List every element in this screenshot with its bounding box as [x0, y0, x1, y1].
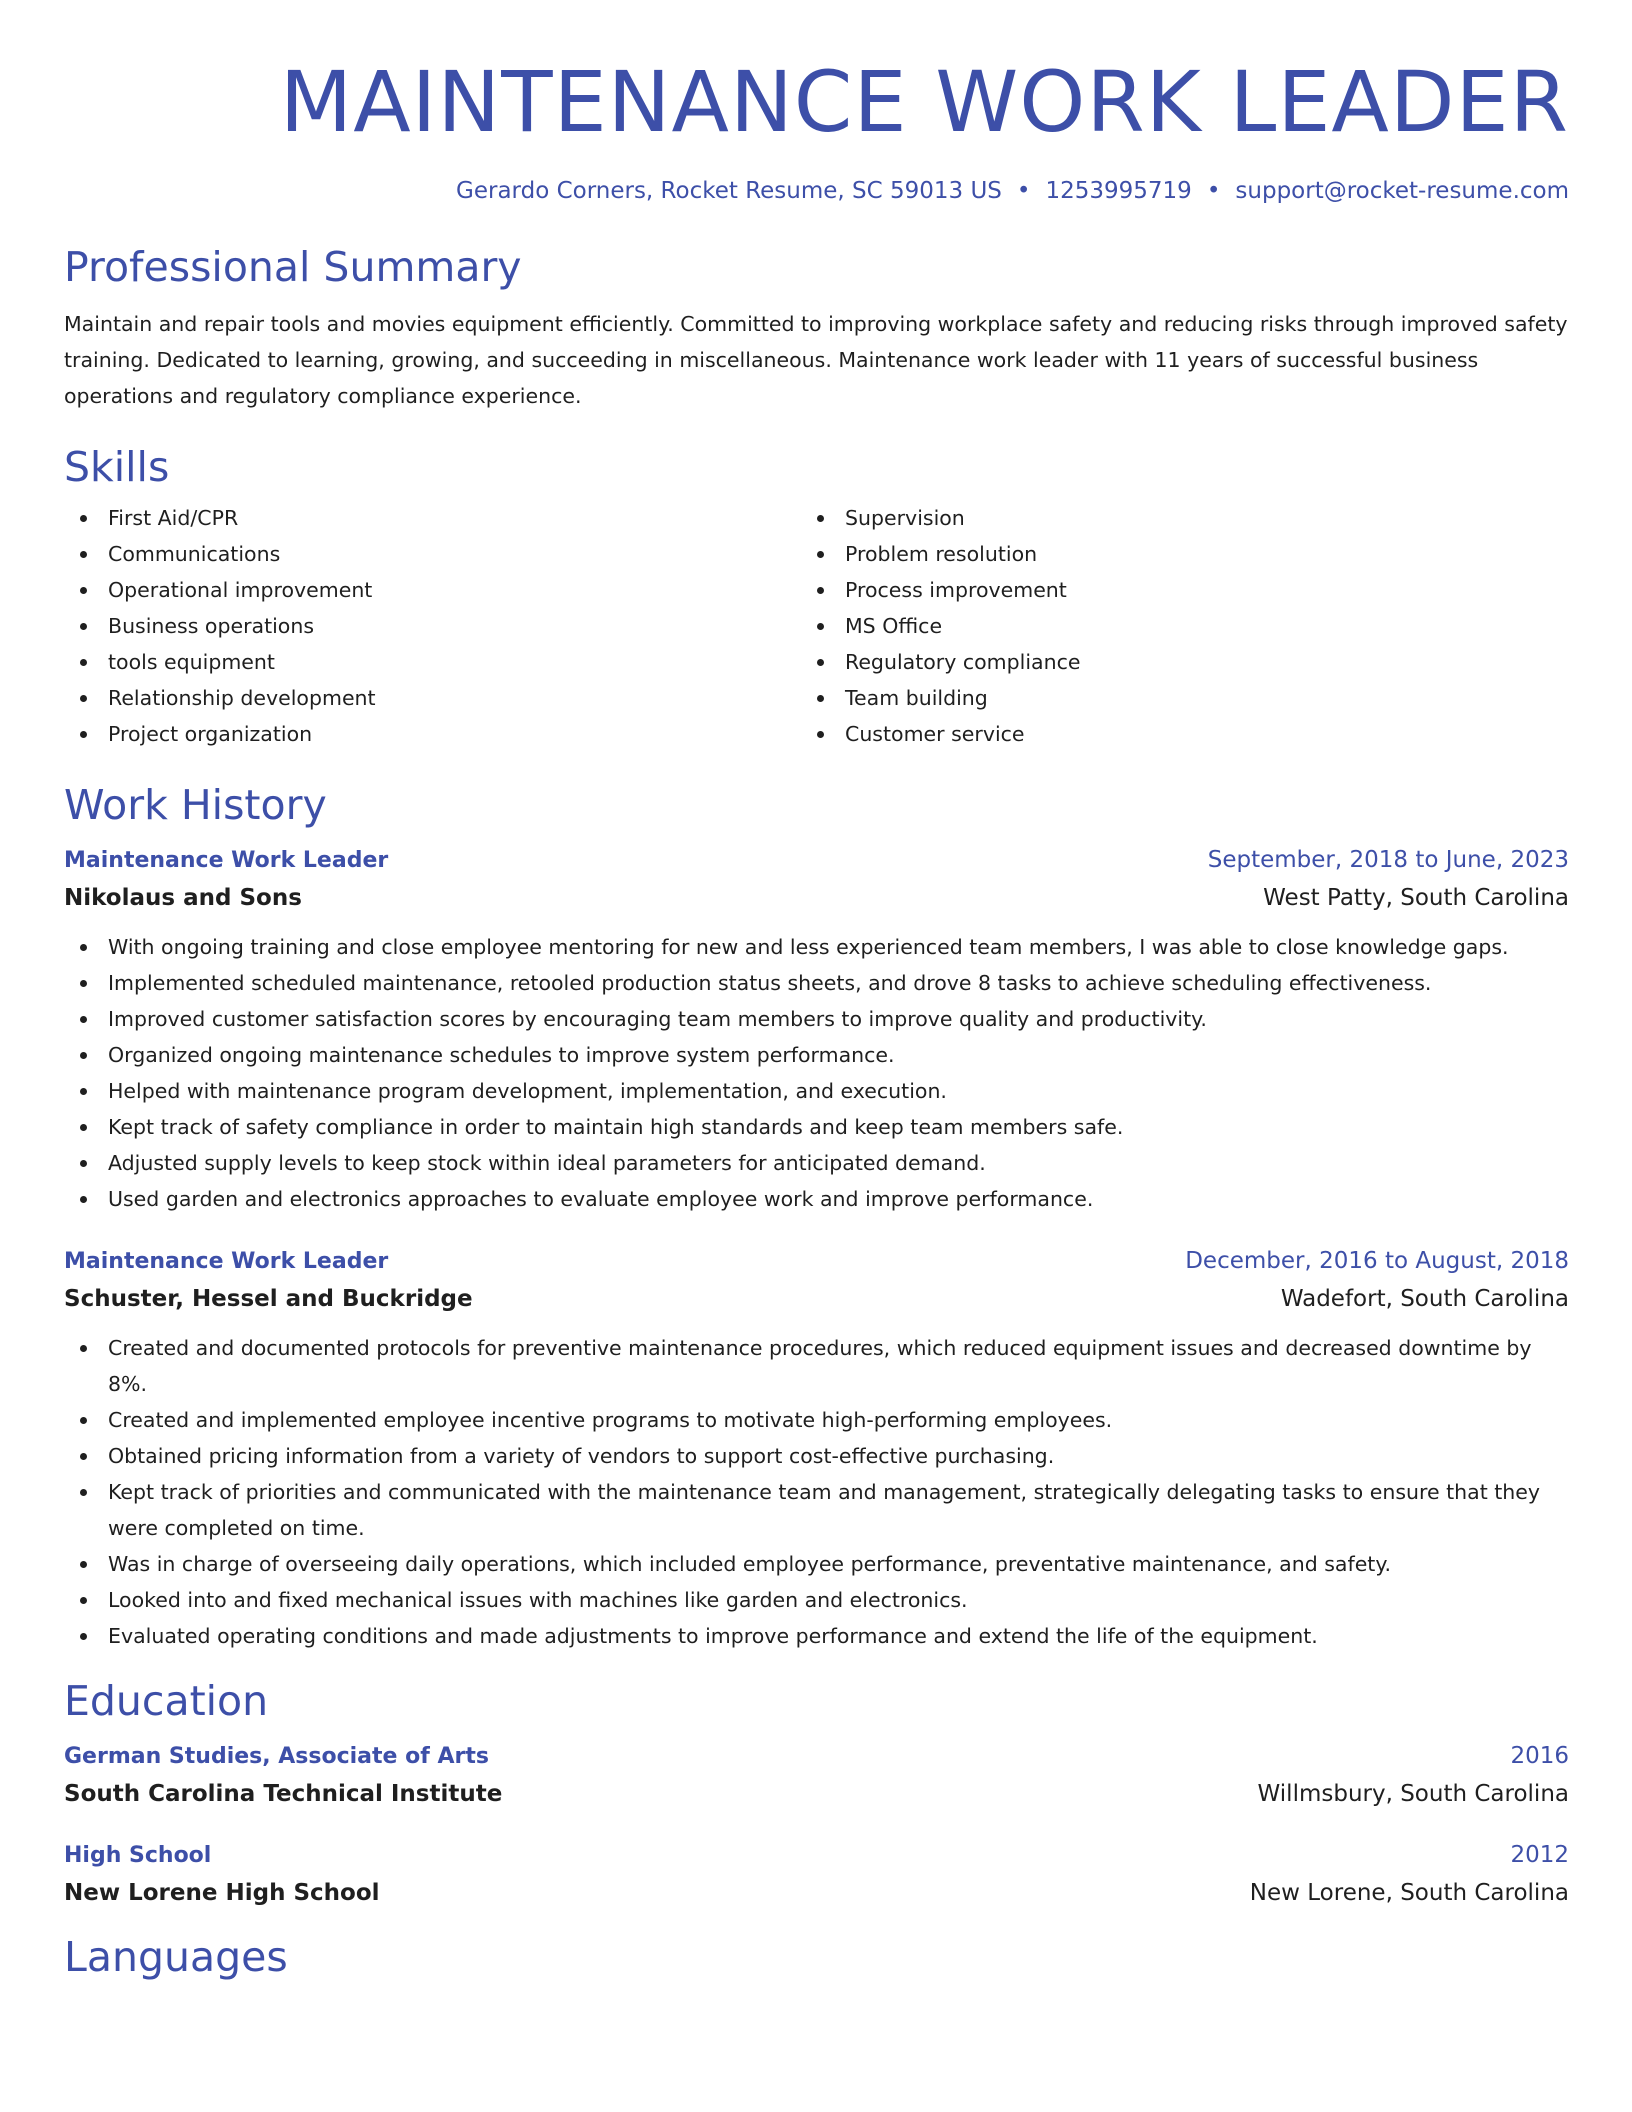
skill-item: Team building — [801, 680, 1538, 716]
graduation-year: 2016 — [1510, 1743, 1569, 1769]
contact-separator: • — [1016, 178, 1031, 204]
skill-item: Supervision — [801, 500, 1538, 536]
education-entry — [64, 1837, 1569, 1912]
degree-name: German Studies, Associate of Arts — [64, 1744, 489, 1769]
education-entry-subheader — [64, 1874, 1569, 1912]
summary-text: Maintain and repair tools and movies equipment efficiently. Committed to improving workplace safety and reducing risks through improved safety training. Dedicated to learning, growing, and succeeding in miscellaneous. Maintenance work leader with 11 years of successful business operations and regulatory compliance experience. — [64, 312, 1568, 408]
job-location: West Patty, South Carolina — [1263, 885, 1569, 911]
contact-phone[interactable]: 1253995719 — [1045, 178, 1192, 204]
job-bullet: Helped with maintenance program development, implementation, and execution. — [64, 1073, 1569, 1109]
education-entry-subheader — [64, 1775, 1569, 1813]
job-bullet: Improved customer satisfaction scores by encouraging team members to improve quality and productivity. — [64, 1001, 1569, 1037]
section-title-work-history: Work History — [64, 781, 327, 829]
skill-item: Regulatory compliance — [801, 644, 1538, 680]
job-bullet: Kept track of safety compliance in order to maintain high standards and keep team members safe. — [64, 1109, 1569, 1145]
school-location: New Lorene, South Carolina — [1249, 1880, 1569, 1906]
skill-item: tools equipment — [64, 644, 801, 680]
education-entry-header — [64, 1837, 1569, 1874]
company-name: Nikolaus and Sons — [64, 885, 302, 911]
skills-columns — [64, 500, 1569, 752]
resume-header — [64, 0, 1569, 206]
skill-item: Customer service — [801, 716, 1538, 752]
company-name: Schuster, Hessel and Buckridge — [64, 1286, 473, 1312]
contact-email[interactable]: support@rocket-resume.com — [1235, 178, 1569, 204]
section-title-education: Education — [64, 1677, 269, 1725]
section-title-skills: Skills — [64, 443, 170, 491]
skills-section — [64, 442, 1569, 752]
summary-section — [64, 242, 1569, 414]
graduation-year: 2012 — [1510, 1842, 1569, 1868]
candidate-name: MAINTENANCE WORK LEADER — [279, 53, 1569, 151]
work-entry-header — [64, 842, 1569, 879]
education-entry — [64, 1738, 1569, 1813]
job-bullet: Organized ongoing maintenance schedules to improve system performance. — [64, 1037, 1569, 1073]
section-title-languages: Languages — [64, 1933, 288, 1981]
section-title-summary: Professional Summary — [64, 243, 522, 291]
job-bullets — [64, 929, 1569, 1217]
work-entry-subheader — [64, 1280, 1569, 1318]
job-dates: September, 2018 to June, 2023 — [1207, 847, 1569, 873]
skill-item: MS Office — [801, 608, 1538, 644]
job-title: Maintenance Work Leader — [64, 1249, 389, 1274]
job-location: Wadefort, South Carolina — [1280, 1286, 1569, 1312]
contact-address: Gerardo Corners, Rocket Resume, SC 59013 US — [456, 178, 1002, 204]
skill-item: First Aid/CPR — [64, 500, 801, 536]
education-entry-header — [64, 1738, 1569, 1775]
skill-item: Project organization — [64, 716, 801, 752]
job-bullet: Looked into and fixed mechanical issues with machines like garden and electronics. — [64, 1582, 1569, 1618]
school-name: South Carolina Technical Institute — [64, 1781, 503, 1807]
skill-item: Problem resolution — [801, 536, 1538, 572]
work-entry — [64, 842, 1569, 1217]
job-bullet: Created and documented protocols for preventive maintenance procedures, which reduced equipment issues and decreased downtime by 8%. — [64, 1330, 1569, 1402]
school-name: New Lorene High School — [64, 1880, 380, 1906]
job-title: Maintenance Work Leader — [64, 848, 389, 873]
job-bullets — [64, 1330, 1569, 1654]
work-entry-subheader — [64, 879, 1569, 917]
work-entry-header — [64, 1243, 1569, 1280]
skill-item: Communications — [64, 536, 801, 572]
skill-item: Business operations — [64, 608, 801, 644]
languages-section — [64, 1932, 1569, 1982]
skill-item: Relationship development — [64, 680, 801, 716]
skill-item: Operational improvement — [64, 572, 801, 608]
skills-list-right — [801, 500, 1538, 752]
degree-name: High School — [64, 1843, 212, 1868]
skills-list-left — [64, 500, 801, 752]
contact-separator: • — [1206, 178, 1221, 204]
work-entry — [64, 1243, 1569, 1654]
job-bullet: Implemented scheduled maintenance, retooled production status sheets, and drove 8 tasks to achieve scheduling effectiveness. — [64, 965, 1569, 1001]
work-history-section — [64, 780, 1569, 1654]
job-bullet: Evaluated operating conditions and made adjustments to improve performance and extend the life of the equipment. — [64, 1618, 1569, 1654]
education-section — [64, 1676, 1569, 1912]
job-bullet: Was in charge of overseeing daily operations, which included employee performance, preventative maintenance, and safety. — [64, 1546, 1569, 1582]
school-location: Willmsbury, South Carolina — [1257, 1781, 1569, 1807]
skill-item: Process improvement — [801, 572, 1538, 608]
job-bullet: With ongoing training and close employee mentoring for new and less experienced team members, I was able to close knowledge gaps. — [64, 929, 1569, 965]
job-bullet: Adjusted supply levels to keep stock within ideal parameters for anticipated demand. — [64, 1145, 1569, 1181]
job-bullet: Used garden and electronics approaches to evaluate employee work and improve performance. — [64, 1181, 1569, 1217]
job-bullet: Created and implemented employee incentive programs to motivate high-performing employees. — [64, 1402, 1569, 1438]
job-bullet: Obtained pricing information from a variety of vendors to support cost-effective purchasing. — [64, 1438, 1569, 1474]
job-dates: December, 2016 to August, 2018 — [1185, 1248, 1569, 1274]
contact-line — [64, 176, 1569, 206]
job-bullet: Kept track of priorities and communicated with the maintenance team and management, strategically delegating tasks to ensure that they were completed on time. — [64, 1474, 1569, 1546]
